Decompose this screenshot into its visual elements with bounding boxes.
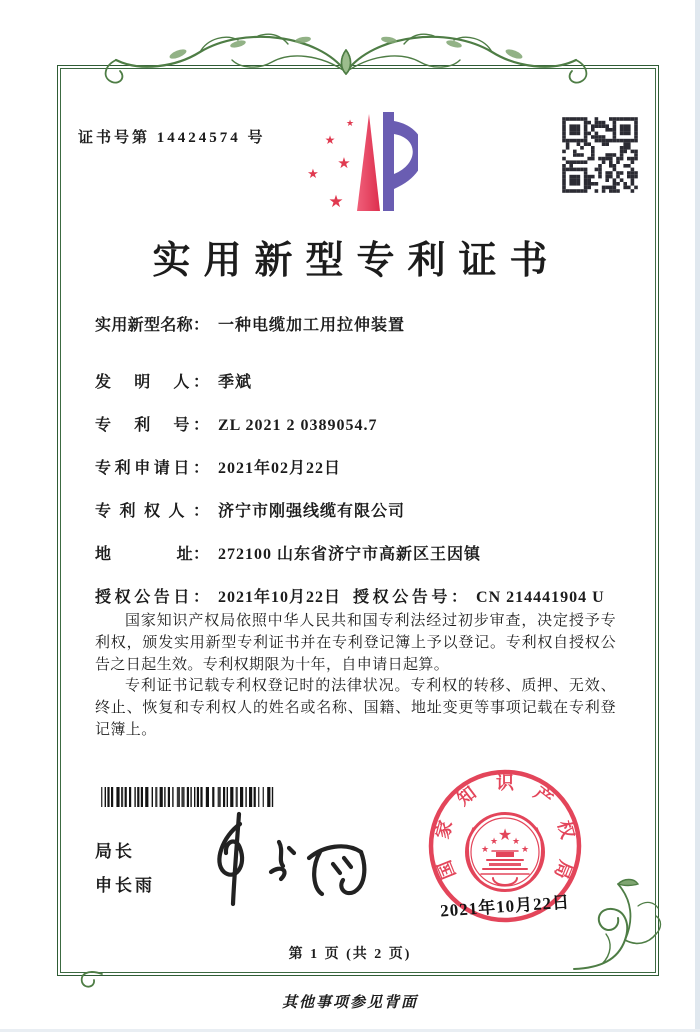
field-value: ZL 2021 2 0389054.7 (218, 417, 378, 434)
field-inventor (95, 371, 623, 394)
certificate-title: 实用新型专利证书 (152, 240, 561, 282)
field-patentee (95, 500, 623, 523)
field-grant-date-and-number (95, 586, 623, 609)
field-filing-date (95, 457, 623, 480)
field-grant-number (353, 586, 605, 609)
field-address (95, 543, 623, 566)
svg-text:国: 国 (433, 857, 460, 882)
field-label: 实用新型名称： (95, 317, 209, 334)
svg-text:★: ★ (328, 192, 344, 212)
director-signature-handwriting (183, 808, 383, 908)
field-utility-model-name (95, 314, 623, 337)
legal-text (95, 611, 616, 742)
field-value: CN 214441904 U (476, 589, 605, 606)
logo-red-spike (357, 114, 380, 211)
field-value: 济宁市刚强线缆有限公司 (218, 503, 406, 520)
field-value: 2021年02月22日 (218, 460, 342, 477)
svg-text:★: ★ (337, 154, 351, 172)
scan-edge-artifact (695, 0, 700, 1032)
svg-text:★: ★ (324, 133, 336, 147)
certificate-number: 证书号第 14424574 号 (78, 130, 266, 146)
legal-paragraph-2: 专利证书记载专利权登记时的法律状况。专利权的转移、质押、无效、终止、恢复和专利权人的姓名或名称、国籍、地址变更等事项记载在专利登记簿上。 (95, 678, 616, 738)
certificate-barcode (99, 786, 279, 808)
field-label: 授权公告号： (353, 589, 468, 606)
svg-text:★: ★ (520, 845, 530, 855)
director-block (95, 835, 155, 903)
field-patent-number (95, 414, 623, 437)
field-label: 专利权人： (95, 503, 209, 520)
svg-text:家: 家 (432, 818, 457, 841)
certificate-fields (95, 314, 623, 629)
field-label: 地 址： (95, 546, 209, 563)
seal-date: 2021年10月22日 (439, 892, 571, 921)
logo-purple-p (383, 112, 418, 211)
director-role: 局长 (95, 842, 135, 861)
field-label: 专 利 号： (95, 417, 209, 434)
field-label: 专利申请日： (95, 460, 209, 477)
svg-text:★: ★ (307, 167, 319, 182)
national-emblem-icon (467, 814, 544, 891)
svg-text:★: ★ (489, 837, 499, 847)
svg-text:产: 产 (530, 782, 557, 810)
qr-code (559, 114, 641, 196)
legal-paragraph-1: 国家知识产权局依照中华人民共和国专利法经过初步审查，决定授予专利权，颁发实用新型专利证书并在专利登记簿上予以登记。专利权自授权公告之日起生效。专利权期限为十年，自申请日起算。 (95, 613, 616, 673)
page-number: 第 1 页 (共 2 页) (288, 947, 412, 962)
cnipa-patent-logo-icon (290, 108, 418, 218)
svg-text:权: 权 (553, 818, 578, 841)
director-name: 申长雨 (95, 876, 155, 895)
svg-text:★: ★ (497, 825, 513, 844)
logo-stars (307, 119, 354, 212)
field-value: 272100 山东省济宁市高新区王因镇 (218, 546, 482, 563)
svg-text:★: ★ (480, 845, 490, 855)
field-value: 季斌 (218, 374, 253, 391)
svg-text:★: ★ (345, 119, 355, 129)
svg-text:知: 知 (453, 782, 480, 810)
svg-text:识: 识 (496, 773, 514, 793)
back-side-note: 其他事项参见背面 (281, 995, 418, 1011)
field-value: 2021年10月22日 (218, 589, 342, 606)
svg-text:局: 局 (550, 857, 577, 882)
field-label: 发 明 人： (95, 374, 209, 391)
svg-text:★: ★ (511, 837, 521, 847)
field-value: 一种电缆加工用拉伸装置 (218, 317, 406, 334)
field-label: 授权公告日： (95, 589, 209, 606)
